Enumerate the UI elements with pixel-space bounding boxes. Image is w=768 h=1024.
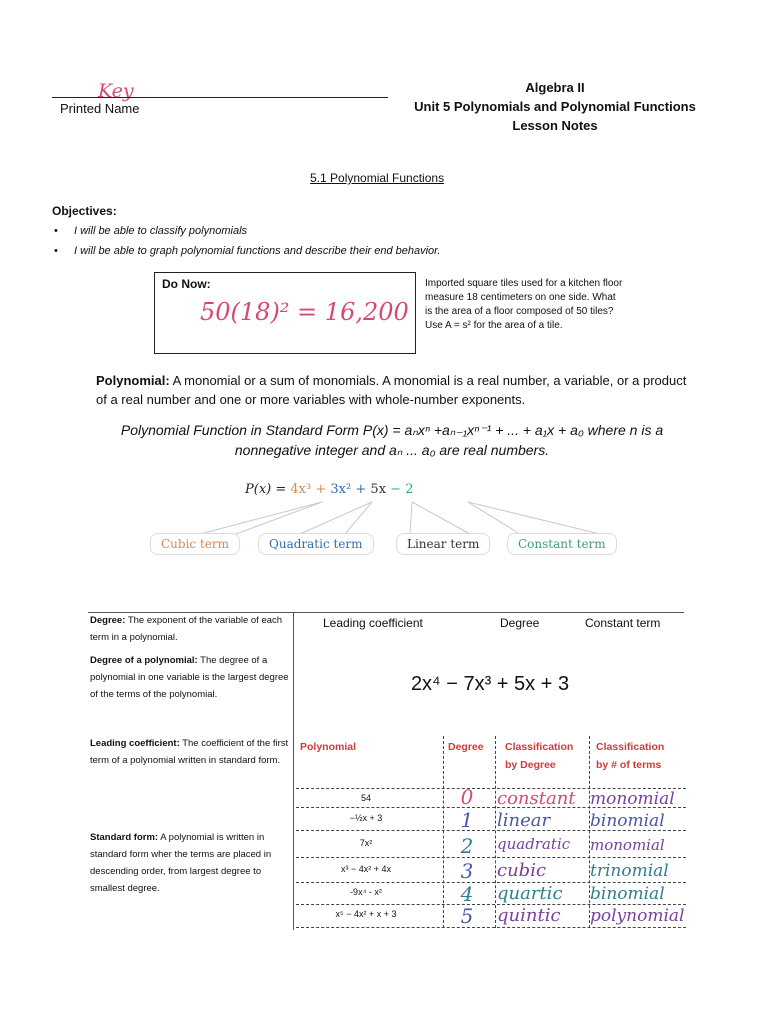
col-class-degree-2: by Degree	[505, 759, 556, 771]
dashed-rule	[296, 857, 686, 858]
degree-poly-text: The degree of a polynomial in one variable is the largest degree of the terms of the polynomial.	[90, 655, 289, 700]
row-class-terms: monomial	[590, 789, 675, 809]
row-class-degree: quadratic	[497, 835, 571, 853]
row-degree: 5	[460, 904, 474, 928]
dashed-divider	[443, 736, 444, 928]
row-degree: 2	[460, 834, 474, 858]
row-class-degree: quintic	[497, 905, 561, 926]
dashed-rule	[296, 882, 686, 883]
row-degree: 1	[460, 808, 474, 832]
dashed-rule	[296, 904, 686, 905]
example-lhs: P(x) =	[245, 482, 287, 497]
degree-text: The exponent of the variable of each term in a polynomial.	[90, 615, 283, 643]
example-constant-term: 2	[405, 482, 414, 497]
example-plus: +	[315, 482, 327, 497]
example-quadratic-term: 3x²	[330, 482, 352, 497]
leading-coefficient-header: Leading coefficient	[323, 616, 423, 630]
example-cubic-term: 4x³	[290, 482, 312, 497]
row-class-degree: quartic	[497, 883, 563, 904]
col-polynomial: Polynomial	[300, 741, 357, 753]
row-class-degree: constant	[497, 788, 576, 809]
row-class-terms: monomial	[590, 836, 665, 854]
row-polynomial: −½x + 3	[349, 813, 383, 823]
col-class-terms-1: Classification	[596, 741, 665, 753]
unit-title: Unit 5 Polynomials and Polynomial Functions	[414, 99, 696, 114]
degree-of-polynomial-definition	[90, 652, 290, 703]
row-class-terms: binomial	[590, 884, 665, 904]
cubic-term-tag: Cubic term	[150, 533, 240, 555]
row-polynomial: 54	[360, 793, 371, 803]
table-divider	[293, 612, 294, 930]
row-class-degree: linear	[497, 810, 551, 831]
leading-coefficient-definition	[90, 735, 290, 769]
row-class-terms: trinomial	[590, 861, 669, 881]
degree-definition	[90, 612, 290, 646]
degree-header: Degree	[500, 616, 540, 630]
degree-poly-term: Degree of a polynomial:	[90, 655, 198, 666]
leading-text: The coefficient of the first term of a polynomial written in standard form.	[90, 738, 289, 766]
row-degree: 0	[460, 785, 474, 809]
row-class-degree: cubic	[497, 860, 547, 881]
standard-form-term-definition	[90, 829, 290, 897]
row-degree: 3	[460, 859, 474, 883]
example-polynomial	[245, 482, 545, 497]
example-minus: −	[390, 482, 402, 497]
quadratic-term-tag: Quadratic term	[258, 533, 374, 555]
objective-item: • I will be able to classify polynomials	[52, 221, 440, 241]
col-class-terms-2: by # of terms	[596, 759, 662, 771]
section-title: 5.1 Polynomial Functions	[310, 171, 445, 185]
standard-form-line-2: nonnegative integer and aₙ ... a₀ are real numbers.	[234, 442, 550, 458]
row-class-terms: polynomial	[590, 906, 685, 926]
col-degree: Degree	[448, 741, 484, 753]
objective-item: • I will be able to graph polynomial functions and describe their end behavior.	[52, 241, 440, 261]
dashed-rule	[296, 927, 686, 928]
sample-polynomial: 2x⁴ − 7x³ + 5x + 3	[410, 673, 570, 695]
leading-term: Leading coefficient:	[90, 738, 180, 749]
row-class-terms: binomial	[590, 811, 665, 831]
row-degree: 4	[460, 882, 474, 906]
constant-term-header: Constant term	[585, 616, 661, 630]
key-handwritten: Key	[98, 80, 134, 102]
do-now-answer: 50(18)² = 16,200	[200, 298, 409, 326]
row-polynomial: x⁵ − 4x² + x + 3	[335, 909, 397, 919]
row-polynomial: 7x²	[359, 838, 373, 848]
col-class-degree-1: Classification	[505, 741, 574, 753]
do-now-problem: Imported square tiles used for a kitchen floor measure 18 centimeters on one side. What is the area of a floor composed of 50 tiles? Use A = s² for the area of a tile.	[425, 278, 623, 331]
constant-term-tag: Constant term	[507, 533, 617, 555]
objectives-label: Objectives:	[52, 204, 117, 218]
polynomial-text: A monomial or a sum of monomials. A monomial is a real number, a variable, or a product of a real number and one or more variables with whole-number exponents.	[96, 373, 687, 407]
row-polynomial: x³ − 4x² + 4x	[340, 864, 392, 874]
standard-term: Standard form:	[90, 832, 159, 843]
degree-term: Degree:	[90, 615, 126, 626]
standard-text: A polynomial is written in standard form wher the terms are placed in descending order, from largest degree to smallest degree.	[90, 832, 272, 894]
polynomial-term: Polynomial:	[96, 373, 170, 388]
dashed-divider	[495, 736, 496, 928]
example-plus: +	[355, 482, 367, 497]
notes-title: Lesson Notes	[512, 118, 598, 133]
printed-name-label: Printed Name	[60, 101, 140, 116]
standard-form-line-1: Polynomial Function in Standard Form P(x) = aₙxⁿ +aₙ₋₁xⁿ⁻¹ + ... + a₁x + a₀ where n is a	[120, 422, 664, 438]
do-now-label: Do Now:	[162, 277, 211, 291]
course-title: Algebra II	[525, 80, 585, 95]
row-polynomial: -9x⁴ - x²	[350, 887, 382, 897]
example-linear-term: 5x	[370, 482, 387, 497]
linear-term-tag: Linear term	[396, 533, 490, 555]
